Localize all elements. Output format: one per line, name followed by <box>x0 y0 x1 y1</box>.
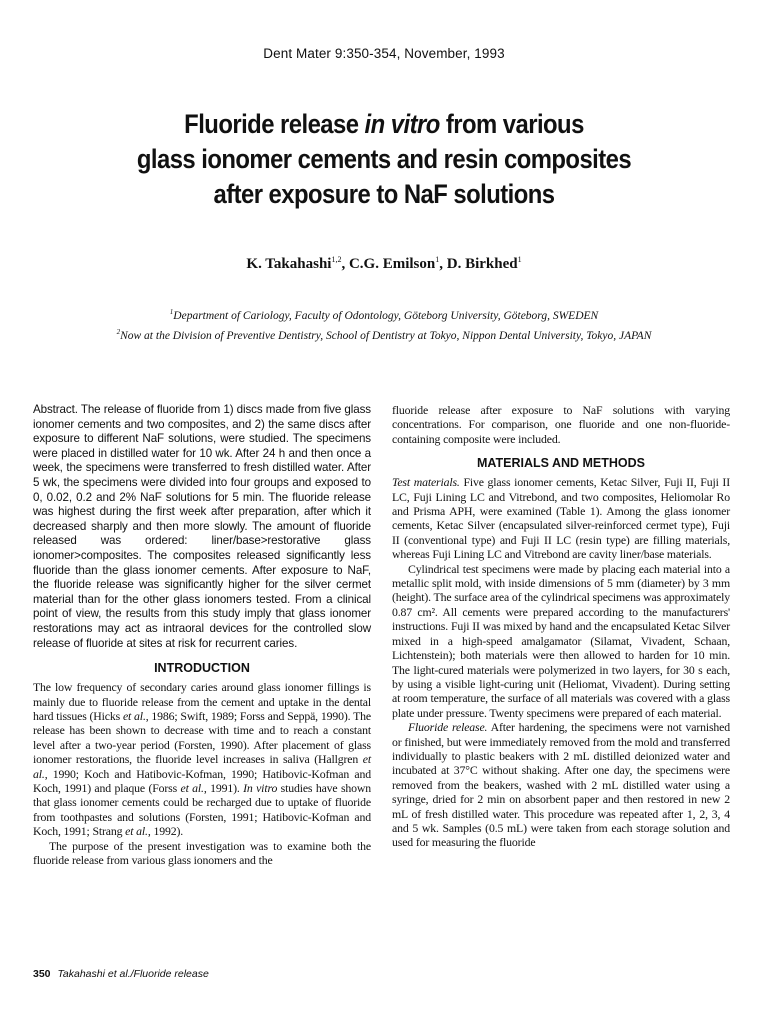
test-materials-paragraph: Test materials. Five glass ionomer cements, Ketac Silver, Fuji II, Fuji II LC, Fuji Lining LC and Vitrebond, and two composites, Heliomolar Ro and Prisma APH, were examined (Table 1). Among the glass ionomer cements, Ketac Silver (encapsulated silver-reinforced cermet type), Fuji II (conventional type) and Fuji II LC (resin type) are filling materials, whereas Fuji Lining LC and Vitrebond are cavity liner/base materials. <box>392 475 730 562</box>
right-column <box>392 403 730 850</box>
fluoride-release-paragraph: Fluoride release. After hardening, the specimens were not varnished or finished, but were immediately removed from the mold and transferred individually to plastic beakers with 2 mL distilled deionized water and incubated at 37°C without shaking. After one day, the specimens were removed from the beakers, washed with 2 mL distilled water using a syringe, dried for 2 min on absorbent paper and then restored in new 2 mL of fresh distilled water. This procedure was repeated after 1, 2, 3, 4 and 5 wk. Samples (0.5 mL) were taken from each storage solution and used for measuring the fluoride <box>392 720 730 850</box>
specimens-paragraph: Cylindrical test specimens were made by placing each material into a metallic split mold, with inside dimensions of 5 mm (diameter) by 3 mm (height). The surface area of the cylindrical specimens was approximately 0.87 cm². All cements were prepared according to the manufacturers' instructions. Fuji II was mixed by hand and the encapsulated Ketac Silver mixed in a high-speed amalgamator (Silamat, Vivadent, Schaan, Lichtenstein); both materials were then allowed to harden for 10 min. The light-cured materials were polymerized in two layers, for 30 s each, by using a visible light-curing unit (Heliomat, Vivadent). During setting at room temperature, the surface of all materials was covered with a glass plate under pressure. Twenty specimens were prepared of each material. <box>392 561 731 720</box>
running-title: Takahashi et al./Fluoride release <box>57 968 209 980</box>
title-line-3: after exposure to NaF solutions <box>213 179 555 209</box>
affiliation-1: $^1$Department of Cariology, Faculty of Odontology, Göteborg University, Göteborg, SWEDEN <box>169 308 599 322</box>
author-1: K. Takahashi <box>246 256 332 272</box>
title-line-2: glass ionomer cements and resin composites <box>136 144 632 174</box>
abstract: Abstract. The release of fluoride from 1) discs made from five glass ionomer cements and two composites, and 2) the same discs after exposure to different NaF solutions, were studied. The specimens were placed in distilled water for 10 wk. After 24 h and then once a week, the specimens were transferred to fresh distilled water. After 5 wk, the specimens were divided into four groups and exposed to 0, 0.02, 0.2 and 2% NaF solutions for 5 min. The fluoride release was highest during the first week after preparation, after which it decreased sharply and then more slowly. The amount of fluoride released was ordered: liner/base>restorative glass ionomer>composites. The composites released significantly less fluoride than the glass ionomer cements. After exposure to NaF, the fluoride release was significantly higher for the silver cermet material than for the other glass ionomers tested. From a clinical point of view, the results from this study imply that glass ionomer restorations may act as intraoral devices for the controlled slow release of fluoride at sites at risk for recurrent caries. <box>33 403 371 650</box>
paper-title <box>92 107 675 212</box>
journal-citation: Dent Mater 9:350-354, November, 1993 <box>263 46 505 61</box>
intro-continuation: fluoride release after exposure to NaF solutions with varying concentrations. For comparison, one fluoride and one non-fluoride-containing composite were included. <box>392 403 730 446</box>
author-3: D. Birkhed <box>446 256 518 272</box>
introduction-heading: INTRODUCTION <box>154 661 250 676</box>
author-list: K. Takahashi$^{1,2}$, C.G. Emilson$^1$, D. Birkhed$^1$ <box>246 255 522 272</box>
affiliation-2: $^2$Now at the Division of Preventive Dentistry, School of Dentistry at Tokyo, Nippon Dental University, Tokyo, JAPAN <box>116 327 652 342</box>
author-2: C.G. Emilson <box>348 256 436 272</box>
methods-heading: MATERIALS AND METHODS <box>476 456 646 471</box>
title-line-1: Fluoride release in vitro from various <box>184 109 584 139</box>
introduction-paragraph-1: The low frequency of secondary caries around glass ionomer fillings is mainly due to fluoride release from the cement and uptake in the dental hard tissues (Hicks et al., 1986; Swift, 1989; Forss and Seppä, 1990). The release has been shown to decrease with time and to reach a constant level after a two-year period (Forsten, 1990). After placement of glass ionomer restorations, the fluoride level increases in saliva (Hallgren et al., 1990; Koch and Hatibovic-Kofman, 1990; Hatibovic-Kofman and Koch, 1991) and plaque (Forss et al., 1991). In vitro studies have shown that glass ionomer cements could be recharged due to uptake of fluoride from toothpastes and solutions (Forsten, 1991; Hatibovic-Kofman and Koch, 1991; Strang et al., 1992). <box>33 680 371 839</box>
affiliations <box>0 304 768 344</box>
left-column <box>33 403 371 867</box>
page-number: 350 <box>33 968 51 980</box>
page-footer <box>33 968 209 980</box>
introduction-paragraph-2: The purpose of the present investigation was to examine both the fluoride release from various glass ionomers and the <box>33 838 371 867</box>
fluoride-release-run-in: Fluoride release. <box>408 720 488 735</box>
test-materials-run-in: Test materials. <box>392 475 460 490</box>
